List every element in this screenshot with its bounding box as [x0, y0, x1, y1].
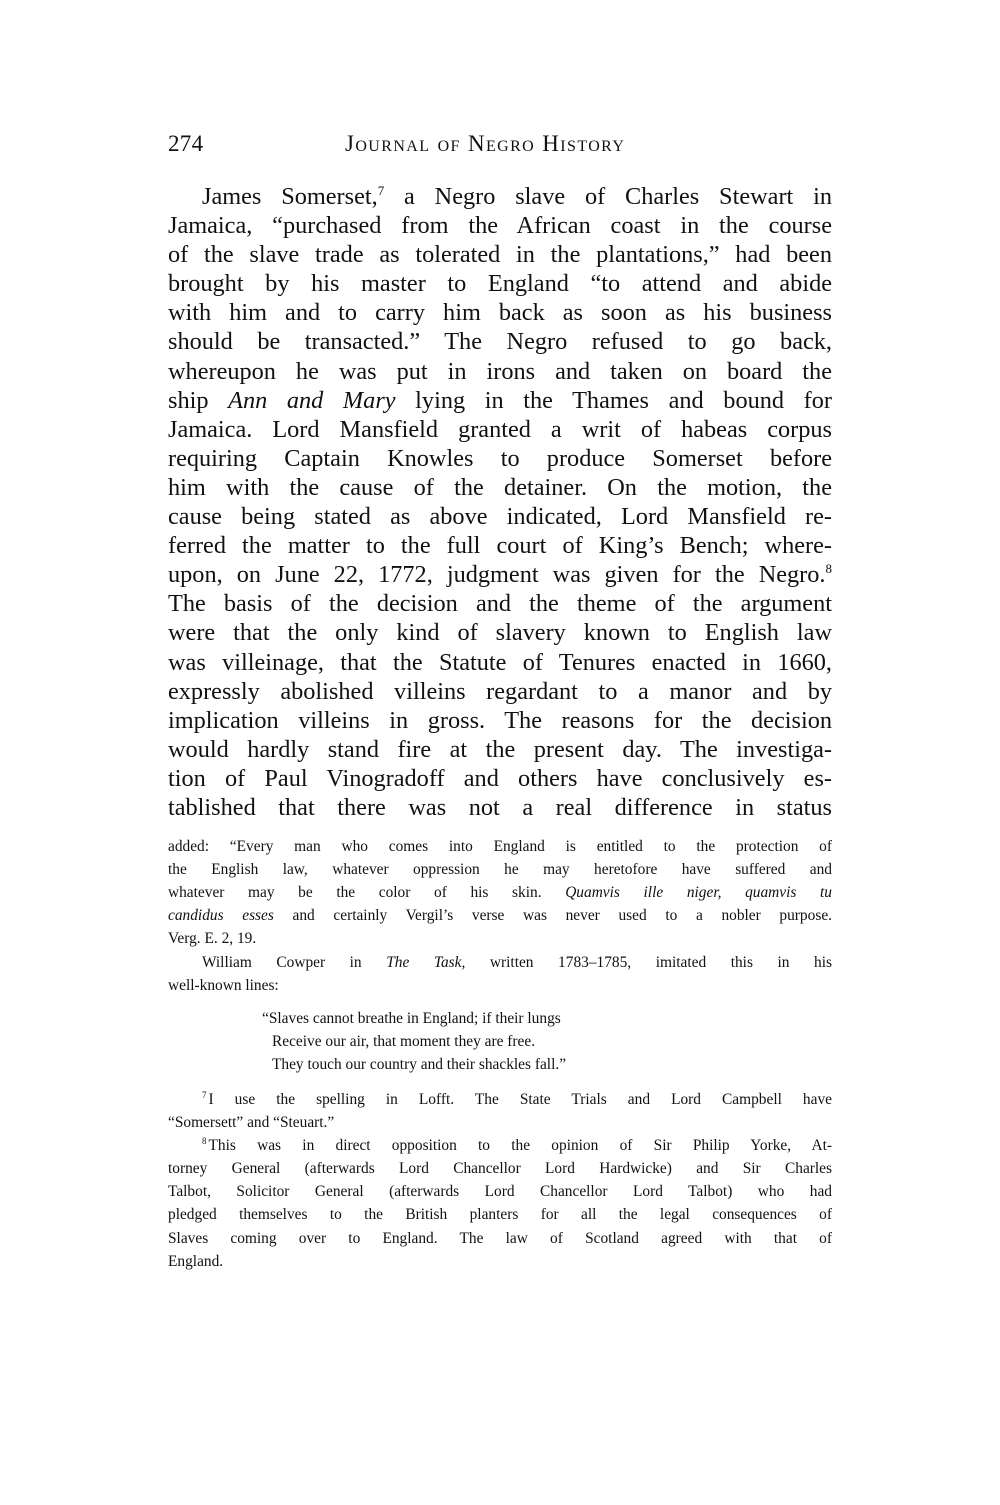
- page-number: 274: [168, 131, 204, 156]
- body-line: brought by his master to England “to attend and abide: [168, 270, 832, 298]
- note-line: torney General (afterwards Lord Chancellor Lord Hardwicke) and Sir Charles: [168, 1160, 832, 1178]
- body-line: The basis of the decision and the theme of the argument: [168, 590, 832, 618]
- body-line: upon, on June 22, 1772, judgment was given for the Negro.$^8$: [168, 561, 832, 589]
- body-line: ferred the matter to the full court of King’s Bench; where-: [168, 532, 832, 560]
- body-line: tion of Paul Vinogradoff and others have conclusively es-: [168, 764, 832, 792]
- body-line: him with the cause of the detainer. On the motion, the: [168, 473, 832, 501]
- footnote-ref: 7: [377, 182, 385, 198]
- note-line: Slaves coming over to England. The law of Scotland agreed with that of: [168, 1229, 832, 1247]
- footnotes: [168, 1088, 832, 1273]
- body-line: would hardly stand fire at the present day. The investiga-: [168, 735, 832, 763]
- body-text: [168, 182, 832, 822]
- poem-line: Receive our air, that moment they are free.: [272, 1033, 536, 1050]
- note-line: William Cowper in The Task, written 1783–1785, imitated this in his: [202, 954, 832, 971]
- body-line: requiring Captain Knowles to produce Somerset before: [168, 444, 832, 472]
- body-line: of the slave trade as tolerated in the plantations,” had been: [168, 241, 832, 269]
- book-title: The Task,: [386, 954, 466, 971]
- note-line: Talbot, Solicitor General (afterwards Lord Chancellor Lord Talbot) who had: [168, 1183, 832, 1201]
- footnote-continued: [168, 835, 832, 950]
- footnote-7: $^7$ I use the spelling in Lofft. The State Trials and Lord Campbell have: [202, 1089, 832, 1108]
- note-line: pledged themselves to the British planters for all the legal consequences of: [168, 1206, 832, 1224]
- note-line: “Somersett” and “Steuart.”: [168, 1114, 335, 1132]
- note-line: England.: [168, 1252, 224, 1270]
- body-line: ship Ann and Mary lying in the Thames and bound for: [168, 386, 832, 414]
- cowper-note: [168, 951, 832, 997]
- body-line: Jamaica. Lord Mansfield granted a writ of habeas corpus: [168, 415, 832, 443]
- page-header: [168, 131, 832, 163]
- note-line: candidus esses and certainly Vergil’s verse was never used to a nobler purpose.: [168, 907, 832, 925]
- body-line: implication villeins in gross. The reasons for the decision: [168, 706, 832, 734]
- body-line: with him and to carry him back as soon as his business: [168, 299, 832, 327]
- body-line: tablished that there was not a real difference in status: [168, 793, 832, 821]
- body-line: Jamaica, “purchased from the African coast in the course: [168, 212, 832, 240]
- ship-name: Ann and Mary: [228, 386, 396, 414]
- body-line: whereupon he was put in irons and taken on board the: [168, 357, 832, 385]
- note-line: the English law, whatever oppression he may heretofore have suffered and: [168, 861, 832, 879]
- note-line: Verg. E. 2, 19.: [168, 930, 257, 948]
- body-line: James Somerset,$^7$ a Negro slave of Charles Stewart in: [202, 182, 833, 210]
- note-line: well-known lines:: [168, 977, 279, 995]
- footnote-8: $^8$ This was in direct opposition to the opinion of Sir Philip Yorke, At-: [202, 1136, 832, 1155]
- body-line: was villeinage, that the Statute of Tenures enacted in 1660,: [168, 648, 832, 676]
- note-line: added: “Every man who comes into England is entitled to the protection of: [168, 838, 832, 855]
- footnote-ref: 8: [825, 561, 832, 577]
- poem-line: “Slaves cannot breathe in England; if their lungs: [262, 1010, 561, 1027]
- poem-quote: [262, 1007, 566, 1076]
- running-head: Journal of Negro History: [345, 131, 626, 156]
- body-line: should be transacted.” The Negro refused to go back,: [168, 328, 832, 356]
- poem-line: They touch our country and their shackles fall.”: [272, 1056, 567, 1073]
- body-line: cause being stated as above indicated, Lord Mansfield re-: [168, 503, 832, 531]
- body-line: were that the only kind of slavery known to English law: [168, 619, 832, 647]
- note-line: whatever may be the color of his skin. Quamvis ille niger, quamvis tu: [168, 884, 832, 902]
- body-line: expressly abolished villeins regardant to a manor and by: [168, 677, 832, 705]
